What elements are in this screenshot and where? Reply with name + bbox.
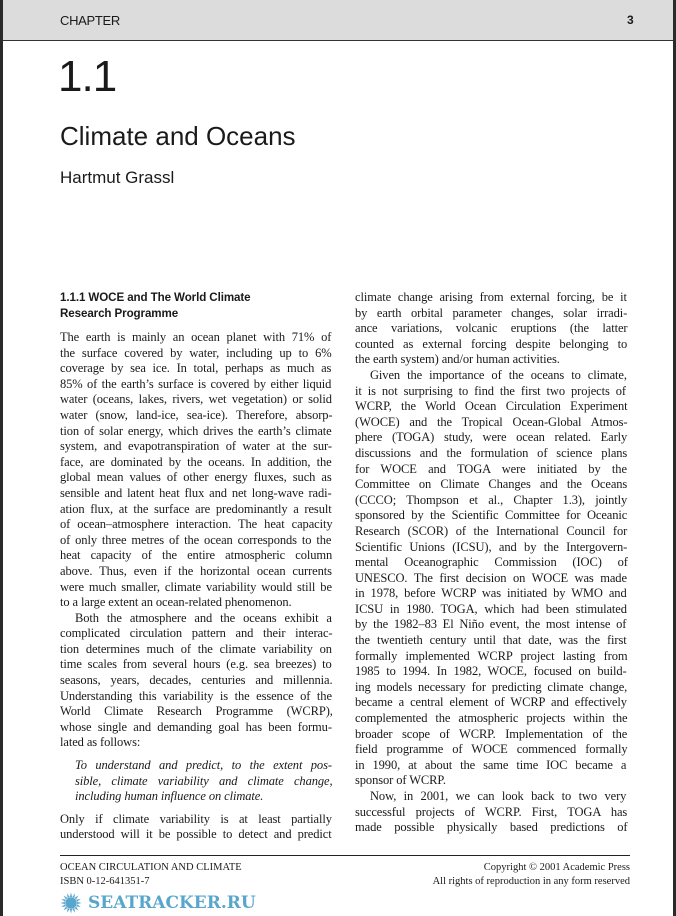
text-line: (CCCO; Thompson et al., Chapter 1.3), jointly — [355, 492, 628, 507]
text-line: Research (SCOR) of the International Council for — [355, 523, 628, 538]
text-line: (WOCE) and the Tropical Ocean-Global Atmos- — [355, 414, 628, 429]
text-line: the earth system) and/or human activities. — [355, 352, 560, 367]
watermark-logo — [60, 892, 320, 914]
text-line: including human influence on climate. — [75, 789, 264, 804]
isbn: ISBN 0-12-641351-7 — [60, 876, 150, 887]
text-line: understood will it be possible to detect and predict — [60, 827, 332, 842]
text-line: The earth is mainly an ocean planet with 71% of — [60, 330, 332, 344]
text-line: heat capacity of the entire atmospheric column — [60, 548, 333, 563]
text-line: for WOCE and TOGA were initiated by the — [355, 461, 627, 476]
copyright: Copyright © 2001 Academic Press — [483, 862, 630, 873]
paragraph — [60, 611, 334, 751]
footer-rule — [60, 855, 630, 856]
running-header — [3, 0, 673, 41]
text-line: sensible and latent heat flux and net long-wave radi- — [60, 485, 332, 500]
left-column — [60, 290, 334, 843]
text-line: water (snow, land-ice, sea-ice). Therefore, absorp- — [60, 407, 333, 422]
text-line: of ocean–atmosphere interaction. The heat capacity — [60, 517, 333, 532]
text-line: of only three metres of the ocean corresponds to the — [60, 532, 332, 547]
text-line: field programme of WOCE commenced formally — [355, 742, 628, 757]
chapter-label: CHAPTER — [60, 13, 121, 28]
text-line: Both the atmosphere and the oceans exhibit a — [75, 610, 332, 625]
text-line: ance variations, volcanic eruptions (the latter — [355, 321, 628, 336]
block-quote — [60, 758, 334, 805]
page-number: 3 — [627, 13, 634, 27]
text-line: water (oceans, lakes, rivers, wet vegetation) or solid — [60, 392, 332, 407]
chapter-author: Hartmut Grassl — [60, 168, 175, 187]
text-line: to a large extent an ocean-related phenomenon. — [60, 595, 292, 610]
text-line: To understand and predict, to the extent pos- — [75, 758, 332, 773]
chapter-title: Climate and Oceans — [60, 121, 296, 151]
footer-left — [60, 861, 242, 889]
text-line: ICSU in 1980. TOGA, which had been stimulated — [355, 601, 627, 616]
footer-right — [433, 861, 630, 889]
text-line: in 1978, before WCRP was initiated by WMO and — [355, 586, 627, 601]
text-line: global mean values of other energy fluxes, such as — [60, 470, 332, 485]
text-line: tion of solar energy, which drives the earth’s climate — [60, 423, 332, 438]
text-line: by the 1982–83 El Niño event, the most intense of — [355, 617, 627, 632]
section-heading — [60, 290, 334, 322]
text-line: face, are dominated by the oceans. In addition, the — [60, 454, 332, 469]
sun-icon — [60, 892, 82, 914]
text-line: in 1990, at about the same time IOC became a — [355, 757, 627, 772]
text-line: Understanding this variability is the essence of the — [60, 688, 332, 703]
section-heading-line: Research Programme — [60, 307, 179, 320]
text-line: became a central element of WCRP and effectively — [355, 695, 627, 710]
text-line: sponsor of WCRP. — [355, 773, 446, 788]
rights-notice: All rights of reproduction in any form reserved — [432, 876, 630, 887]
paragraph — [355, 368, 629, 789]
text-line: time scales from several hours (e.g. sea breezes) to — [60, 657, 332, 672]
text-line: by earth orbital parameter changes, solar irradi- — [355, 305, 628, 320]
text-line: made possible physically based predictions of — [355, 820, 628, 835]
text-line: WCRP, the World Ocean Circulation Experiment — [355, 399, 628, 414]
paragraph — [60, 812, 334, 843]
text-line: discussions and the formulation of science plans — [355, 445, 628, 460]
text-line: World Climate Research Programme (WCRP), — [60, 704, 333, 719]
text-line: lated as follows: — [60, 735, 141, 750]
text-line: phere (TOGA) study, were ocean related. Early — [355, 430, 628, 445]
text-line: formally implemented WCRP project lasting from — [355, 648, 628, 663]
paragraph — [355, 290, 629, 368]
text-line: it is not surprising to find the first two projects of — [355, 383, 626, 398]
text-line: coverage by sea ice. In total, perhaps as much as — [60, 361, 332, 376]
text-line: 85% of the earth’s surface is covered by either liquid — [60, 376, 332, 391]
chapter-number: 1.1 — [58, 52, 117, 101]
text-line: 1985 to 1994. In 1982, WOCE, focused on build- — [355, 664, 627, 679]
text-line: tion determines much of the climate variability on — [60, 641, 332, 656]
text-line: were much smaller, climate variability would still be — [60, 579, 332, 594]
text-line: system, and evapotranspiration of water at the sur- — [60, 439, 332, 454]
text-line: sible, climate variability and climate change, — [75, 773, 333, 788]
text-line: above. Thus, even if the horizontal ocean currents — [60, 563, 332, 578]
text-line: climate change arising from external forcing, be it — [355, 290, 627, 304]
text-line: Given the importance of the oceans to climate, — [370, 367, 627, 382]
paragraph — [60, 330, 334, 611]
section-heading-line: 1.1.1 WOCE and The World Climate — [60, 291, 251, 304]
text-line: ation flux, at the surface are predominantly a result — [60, 501, 332, 516]
text-line: successful projects of WCRP. First, TOGA has — [355, 804, 628, 819]
text-line: sponsored by the Scientific Committee for Oceanic — [355, 508, 628, 523]
right-column — [355, 290, 629, 836]
text-line: UNESCO. The first decision on WOCE was made — [355, 570, 627, 585]
text-line: complicated circulation pattern and their interac- — [60, 626, 333, 641]
text-line: broader scope of WCRP. Implementation of the — [355, 726, 628, 741]
text-line: mental Oceanographic Commission (IOC) of — [355, 555, 628, 570]
text-line: Committee on Climate Changes and the Oceans — [355, 477, 628, 492]
paragraph — [355, 789, 629, 836]
text-line: the surface covered by water, including up to 6% — [60, 345, 332, 360]
text-line: Only if climate variability is at least partially — [60, 811, 332, 826]
text-line: seasons, years, decades, centuries and millennia. — [60, 673, 333, 688]
watermark-text: SEATRACKER.RU — [88, 893, 256, 913]
text-line: complemented the atmospheric projects within the — [355, 711, 628, 726]
text-line: ing models necessary for predicting climate change, — [355, 679, 628, 694]
text-line: whose single and demanding goal has been formu- — [60, 719, 332, 734]
text-line: Scientific Unions (ICSU), and by the Intergovern- — [355, 539, 628, 554]
text-line: the twentieth century until that date, was the first — [355, 633, 627, 648]
text-line: counted as external forcing despite belonging to — [355, 336, 628, 351]
text-line: Now, in 2001, we can look back to two very — [370, 789, 627, 803]
viewer-edge-left — [0, 0, 3, 916]
book-title: OCEAN CIRCULATION AND CLIMATE — [60, 862, 242, 873]
